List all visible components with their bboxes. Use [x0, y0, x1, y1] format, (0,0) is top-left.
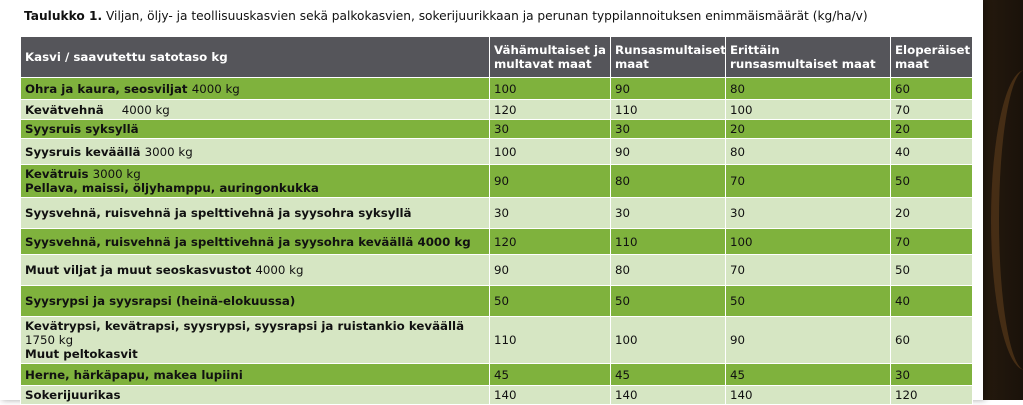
table-header-row: [21, 37, 973, 78]
table-row: [21, 229, 973, 255]
value-cell: 80: [611, 165, 726, 198]
value-cell: 50: [891, 255, 973, 286]
crop-yield: 3000 kg: [144, 144, 193, 159]
crop-name: Kevätvehnä: [25, 102, 104, 117]
crop-cell: [21, 286, 490, 317]
table-row: [21, 198, 973, 229]
value-cell: 40: [891, 286, 973, 317]
value-cell: 30: [611, 198, 726, 229]
header-low-humus: Vähämultaiset ja multavat maat: [490, 37, 611, 78]
value-cell: 100: [611, 317, 726, 364]
value-cell: 140: [611, 386, 726, 405]
crop-name: Syysruis keväällä: [25, 144, 141, 159]
background-decoration: [991, 70, 1023, 370]
value-cell: 140: [726, 386, 891, 405]
value-cell: 110: [611, 229, 726, 255]
value-cell: 30: [611, 120, 726, 139]
value-cell: 80: [611, 255, 726, 286]
table-row: [21, 165, 973, 198]
value-cell: 45: [490, 364, 611, 386]
crop-name: Syysruis syksyllä: [25, 122, 139, 136]
value-cell: 50: [490, 286, 611, 317]
value-cell: 30: [490, 120, 611, 139]
header-organic: Eloperäiset maat: [891, 37, 973, 78]
caption-label: Taulukko 1.: [24, 9, 103, 23]
value-cell: 70: [726, 165, 891, 198]
crop-name: Kevätrypsi, kevätrapsi, syysrypsi, syysrapsi ja ruistankio keväällä: [25, 319, 465, 333]
table-row: [21, 286, 973, 317]
crop-name: Kevätruis: [25, 167, 89, 181]
crop-name: Syysrypsi ja syysrapsi (heinä-elokuussa): [25, 294, 296, 308]
crop-cell: [21, 165, 490, 198]
value-cell: 60: [891, 78, 973, 100]
value-cell: 70: [726, 255, 891, 286]
crop-yield: 1750 kg: [25, 333, 74, 347]
value-cell: 100: [490, 78, 611, 100]
value-cell: 45: [611, 364, 726, 386]
value-cell: 90: [490, 165, 611, 198]
value-cell: 80: [726, 139, 891, 165]
value-cell: 100: [726, 229, 891, 255]
header-very-humus-rich: Erittäin runsasmultaiset maat: [726, 37, 891, 78]
crop-name: Syysvehnä, ruisvehnä ja spelttivehnä ja syysohra keväällä 4000 kg: [25, 234, 471, 249]
crop-name: Ohra ja kaura, seosviljat: [25, 81, 188, 96]
value-cell: 90: [611, 78, 726, 100]
crop-cell: [21, 198, 490, 229]
value-cell: 110: [611, 100, 726, 120]
caption-text: Viljan, öljy- ja teollisuuskasvien sekä palkokasvien, sokerijuurikkaan ja perunan typpilannoituksen enimmäismäärät (kg/ha/v): [105, 9, 868, 23]
value-cell: 30: [726, 198, 891, 229]
crop-name: Herne, härkäpapu, makea lupiini: [25, 367, 243, 382]
value-cell: 90: [611, 139, 726, 165]
header-crop: Kasvi / saavutettu satotaso kg: [21, 37, 490, 78]
value-cell: 120: [490, 100, 611, 120]
value-cell: 20: [726, 120, 891, 139]
table-caption: [24, 9, 868, 23]
crop-name: Muut viljat ja muut seoskasvustot: [25, 263, 252, 277]
crop-name-secondary: Pellava, maissi, öljyhamppu, auringonkukka: [25, 181, 319, 195]
crop-name: Sokerijuurikas: [25, 388, 121, 402]
value-cell: 60: [891, 317, 973, 364]
value-cell: 140: [490, 386, 611, 405]
crop-cell: [21, 386, 490, 405]
table-row: [21, 120, 973, 139]
value-cell: 90: [490, 255, 611, 286]
crop-yield: 3000 kg: [92, 167, 141, 181]
crop-name-secondary: Muut peltokasvit: [25, 347, 138, 361]
header-humus-rich: Runsasmultaiset maat: [611, 37, 726, 78]
crop-cell: [21, 255, 490, 286]
crop-cell: [21, 100, 490, 120]
crop-yield: 4000 kg: [191, 81, 240, 96]
value-cell: 20: [891, 198, 973, 229]
value-cell: 20: [891, 120, 973, 139]
table-row: [21, 364, 973, 386]
table-row: [21, 78, 973, 100]
table-row: [21, 100, 973, 120]
crop-cell: [21, 78, 490, 100]
value-cell: 30: [891, 364, 973, 386]
crop-cell: [21, 229, 490, 255]
crop-yield: 4000 kg: [121, 102, 170, 117]
table-row: [21, 139, 973, 165]
crop-cell: [21, 120, 490, 139]
value-cell: 70: [891, 100, 973, 120]
value-cell: 50: [891, 165, 973, 198]
value-cell: 100: [490, 139, 611, 165]
crop-cell: [21, 139, 490, 165]
value-cell: 120: [490, 229, 611, 255]
table-row: [21, 386, 973, 405]
value-cell: 40: [891, 139, 973, 165]
value-cell: 90: [726, 317, 891, 364]
value-cell: 80: [726, 78, 891, 100]
crop-name: Syysvehnä, ruisvehnä ja spelttivehnä ja syysohra syksyllä: [25, 206, 412, 220]
table-row: [21, 317, 973, 364]
value-cell: 50: [611, 286, 726, 317]
value-cell: 70: [891, 229, 973, 255]
crop-cell: [21, 317, 490, 364]
value-cell: 100: [726, 100, 891, 120]
value-cell: 30: [490, 198, 611, 229]
value-cell: 120: [891, 386, 973, 405]
value-cell: 50: [726, 286, 891, 317]
value-cell: 45: [726, 364, 891, 386]
crop-cell: [21, 364, 490, 386]
fertilization-table: [20, 36, 973, 405]
crop-yield: 4000 kg: [255, 263, 304, 277]
table-row: [21, 255, 973, 286]
value-cell: 110: [490, 317, 611, 364]
